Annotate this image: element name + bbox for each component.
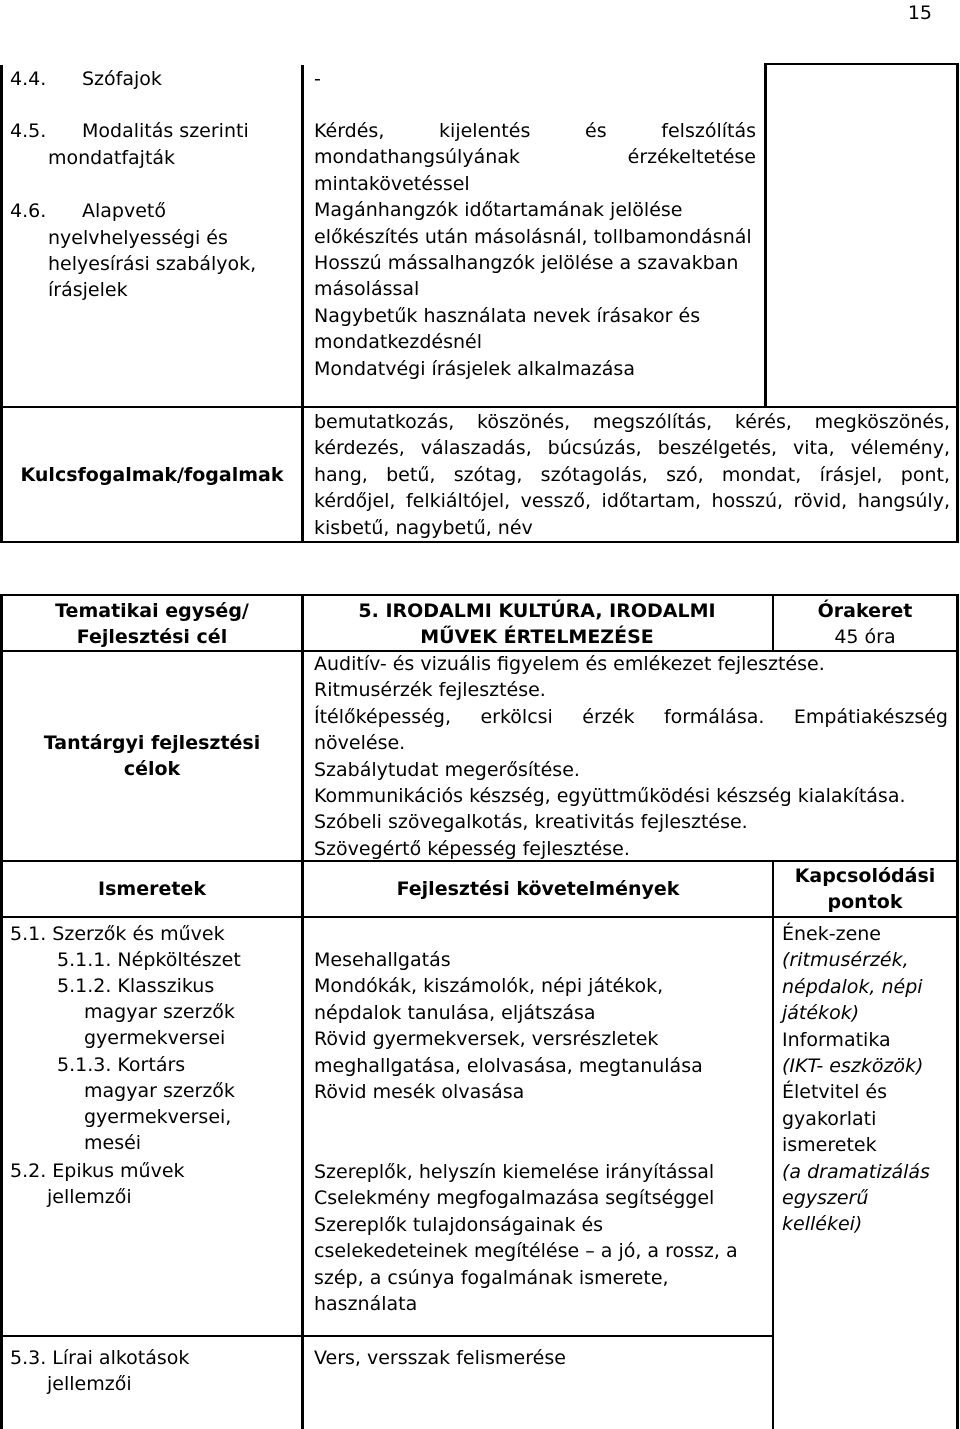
knowledge-5-3-line2: jellemzői [47,1373,132,1395]
table1-col-divider [301,65,304,543]
keywords-label: Kulcsfogalmak/fogalmak [20,464,284,486]
requirements-5-3: Vers, versszak felismerése [314,1347,566,1369]
topic-4-4-content: - [314,68,321,90]
header-links: Kapcsolódási pontok [794,865,936,914]
table1-bottom-border [0,541,959,543]
knowledge-5-1-3-line2: magyar szerzők [84,1080,235,1102]
header-requirements: Fejlesztési követelmények [396,878,680,900]
topic-4-6-line3: helyesírási szabályok, [48,253,257,275]
knowledge-5-1-1: 5.1.1. Népköltészet [57,949,241,971]
table2-links-divider [772,860,774,1429]
page-number: 15 [907,2,932,24]
knowledge-5-1-2: 5.1.2. Klasszikus [57,975,215,997]
topic-4-6-line4: írásjelek [48,279,128,301]
goals-label: Tantárgyi fejlesztési célok [43,732,261,781]
table2-top-border [0,594,959,596]
topic-4-6: 4.6. Alapvető [10,200,166,222]
table1-top-right-border [764,63,959,65]
table2-left-border [0,594,3,1429]
table1-left-border [0,65,3,543]
table1-right-col-divider [764,65,767,408]
keywords-content: bemutatkozás, köszönés, megszólítás, kérés, megköszönés, kérdezés, válaszadás, búcsúzás, beszélgetés, vita, vélemény, hang, betű, szótag, szótagolás, szó, mondat, írásjel, pont, kérdőjel, felkiáltójel, vessző, időtartam, hosszú, rövid, hangsúly, kisbetű, nagybetű, név [314,411,950,539]
topic-4-6-line2: nyelvhelyességi és [48,227,228,249]
table1-row-divider [0,406,959,408]
requirements-5-1: Mesehallgatás Mondókák, kiszámolók, népi játékok, népdalok tanulása, eljátszása Rövid gyermekversek, versrészletek meghallgatása, elolvasása, megtanulása Rövid mesék olvasása [314,949,703,1104]
table2-right-border [956,594,959,1429]
topic-4-5-line2: mondatfajták [48,147,176,169]
knowledge-5-1: 5.1. Szerzők és művek [10,923,225,945]
requirements-5-2: Szereplők, helyszín kiemelése irányítással Cselekmény megfogalmazása segítséggel Szereplők tulajdonságainak és cselekedeteinek megítélése – a jó, a rossz, a szép, a csúnya fogalmának ismerete, használata [314,1161,738,1316]
header-knowledge: Ismeretek [98,878,206,900]
topic-4-4: 4.4. Szófajok [10,68,162,90]
knowledge-5-3: 5.3. Lírai alkotások [10,1347,190,1369]
links-content: Ének-zene (ritmusérzék, népdalok, népi játékok) Informatika (IKT- eszközök) Életvitel és gyakorlati ismeretek (a dramatizálás egyszerű kellékei) [782,921,952,1238]
hours-value: 45 óra [834,626,896,649]
table2-hours-divider [772,594,774,650]
topic-4-5: 4.5. Modalitás szerinti [10,120,249,142]
knowledge-5-1-2-line2: magyar szerzők [84,1001,235,1023]
table1-right-border [956,65,959,543]
topic-content: Kérdés, kijelentés és felszólítás mondathangsúlyának érzékeltetése mintakövetéssel Magánhangzók időtartamának jelölése előkészítés után másolásnál, tollbamondásnál Hosszú mássalhangzók jelölése a szavakban másolással Nagybetűk használata nevek írásakor és mondatkezdésnél Mondatvégi írásjelek alkalmazása [314,120,756,380]
unit-title: 5. IRODALMI KULTÚRA, IRODALMI MŰVEK ÉRTELMEZÉSE [358,600,716,649]
knowledge-5-1-2-line3: gyermekversei [84,1027,226,1049]
link-lifeskills: Életvitel és [782,1081,887,1104]
knowledge-5-1-3-line4: meséi [84,1132,142,1154]
goals-content: Auditív- és vizuális figyelem és emlékezet fejlesztése. Ritmusérzék fejlesztése. Ítélőképesség, erkölcsi érzék formálása. Empátiakészség növelése. Szabálytudat megerősítése. Kommunikációs készség, együttműködési készség kialakítása. Szóbeli szövegalkotás, kreativitás fejlesztése. Szövegértő képesség fejlesztése. [314,653,948,860]
table2-row-5-3-divider [0,1335,772,1337]
hours-label: Órakeret [817,600,913,622]
hours-block [776,598,954,651]
knowledge-5-1-3-line3: gyermekversei, [84,1106,232,1128]
table2-col-divider [301,594,304,1429]
link-music: Ének-zene [782,923,881,945]
knowledge-5-2: 5.2. Epikus művek [10,1160,185,1182]
table2-header-divider [0,916,959,918]
knowledge-5-1-3: 5.1.3. Kortárs [57,1054,186,1076]
knowledge-5-2-line2: jellemzői [47,1186,132,1208]
unit-label: Tematikai egység/ Fejlesztési cél [55,600,249,649]
link-informatics: Informatika [782,1028,891,1051]
